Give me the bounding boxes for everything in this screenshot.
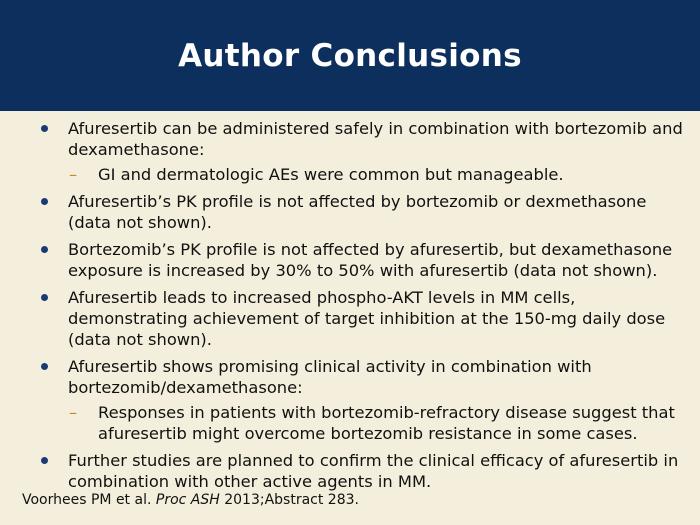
bullet-dot-icon: [41, 198, 48, 205]
bullet-dot-icon: [41, 363, 48, 370]
bullet-text: Afuresertib’s PK profile is not affected by bortezomib or dexmethasone (data not shown).: [68, 192, 647, 232]
bullet-dot-icon: [41, 246, 48, 253]
citation-authors: Voorhees PM et al.: [22, 492, 152, 508]
bullet-item: [38, 287, 688, 350]
bullet-item: [38, 118, 688, 185]
dash-icon: –: [69, 165, 78, 184]
bullet-list: [38, 118, 688, 498]
sub-bullet-item: [38, 164, 688, 185]
sub-bullet-text: GI and dermatologic AEs were common but manageable.: [98, 165, 564, 184]
bullet-item: [38, 356, 688, 444]
bullet-text: Afuresertib leads to increased phospho-AKT levels in MM cells, demonstrating achievement of target inhibition at the 150-mg daily dose (data not shown).: [68, 288, 666, 349]
citation-details: 2013;Abstract 283.: [224, 492, 359, 508]
citation-journal: Proc ASH: [155, 492, 220, 508]
bullet-dot-icon: [41, 457, 48, 464]
bullet-dot-icon: [41, 125, 48, 132]
bullet-text: Afuresertib can be administered safely in combination with bortezomib and dexamethasone:: [68, 119, 683, 159]
bullet-text: Further studies are planned to confirm the clinical efficacy of afuresertib in combination with other active agents in MM.: [68, 451, 679, 491]
sub-bullet-item: [38, 402, 688, 444]
bullet-text: Afuresertib shows promising clinical activity in combination with bortezomib/dexamethasone:: [68, 357, 592, 397]
slide-title: Author Conclusions: [178, 38, 522, 74]
bullet-item: [38, 450, 688, 492]
bullet-item: [38, 239, 688, 281]
dash-icon: –: [69, 403, 78, 422]
bullet-item: [38, 191, 688, 233]
citation: [22, 491, 359, 509]
bullet-dot-icon: [41, 294, 48, 301]
bullet-text: Bortezomib’s PK profile is not affected by afuresertib, but dexamethasone exposure is increased by 30% to 50% with afuresertib (data not shown).: [68, 240, 673, 280]
sub-bullet-text: Responses in patients with bortezomib-refractory disease suggest that afuresertib might overcome bortezomib resistance in some cases.: [98, 403, 675, 443]
title-banner: [0, 0, 700, 111]
